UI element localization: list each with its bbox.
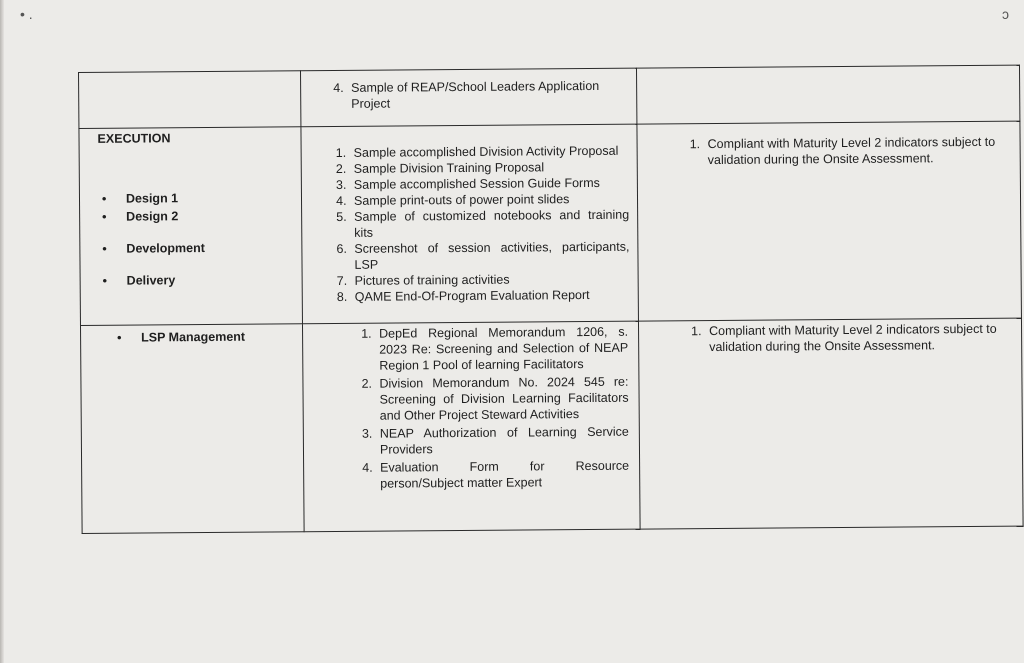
list-item: 7. Pictures of training activities bbox=[351, 271, 630, 289]
list-item: 1. Sample accomplished Division Activity Proposal bbox=[350, 143, 629, 161]
table-row bbox=[79, 65, 1020, 128]
list-item: 2. Division Memorandum No. 2024 545 re: Screening of Division Learning Facilitators and Other Project Steward Activities bbox=[375, 374, 628, 424]
scan-mark-left: • . bbox=[20, 6, 33, 22]
bullet-item: • Design 2 bbox=[102, 207, 301, 225]
evidence-cell bbox=[301, 124, 639, 324]
list-item: 1. DepEd Regional Memorandum 1206, s. 2023 Re: Screening and Selection of NEAP Region 1 Pool of learning Facilitators bbox=[375, 324, 628, 374]
list-item: 8. QAME End-Of-Program Evaluation Report bbox=[351, 287, 630, 305]
list-item: 4. Sample of REAP/School Leaders Application Project bbox=[347, 78, 628, 112]
list-item: 1. Compliant with Maturity Level 2 indicators subject to validation during the Onsite Assessment. bbox=[705, 321, 1013, 355]
list-item: 5. Sample of customized notebooks and training kits bbox=[350, 207, 629, 241]
list-item: 3. NEAP Authorization of Learning Service Providers bbox=[376, 424, 629, 458]
phase-cell bbox=[79, 71, 301, 129]
phase-cell bbox=[79, 127, 303, 326]
phase-title: EXECUTION bbox=[97, 131, 171, 146]
list-item: 6. Screenshot of session activities, participants, LSP bbox=[350, 239, 629, 273]
list-item: 3. Sample accomplished Session Guide Forms bbox=[350, 175, 629, 193]
remarks-cell bbox=[636, 65, 1019, 124]
evidence-list bbox=[303, 322, 639, 493]
list-item: 4. Evaluation Form for Resource person/Subject matter Expert bbox=[376, 458, 629, 492]
bullet-item: • Design 1 bbox=[102, 189, 301, 207]
paper-edge-shadow bbox=[0, 0, 4, 663]
table-row bbox=[79, 121, 1022, 325]
evidence-list bbox=[301, 125, 637, 306]
list-item: 1. Compliant with Maturity Level 2 indicators subject to validation during the Onsite Assessment. bbox=[704, 134, 1012, 168]
list-item: 4. Sample print-outs of power point slides bbox=[350, 191, 629, 209]
phase-cell bbox=[80, 324, 304, 534]
remarks-list bbox=[639, 319, 1021, 356]
scan-mark-right: ɔ bbox=[1002, 6, 1009, 22]
phase-bullets bbox=[81, 324, 302, 346]
table-row bbox=[80, 318, 1023, 533]
requirements-table bbox=[78, 65, 1024, 534]
bullet-item: • Delivery bbox=[103, 271, 302, 289]
evidence-cell bbox=[300, 68, 636, 127]
bullet-item: • LSP Management bbox=[117, 328, 302, 345]
evidence-list bbox=[301, 69, 636, 113]
remarks-cell bbox=[637, 121, 1022, 321]
evidence-cell bbox=[302, 321, 640, 532]
remarks-cell bbox=[638, 318, 1023, 529]
list-item: 2. Sample Division Training Proposal bbox=[350, 159, 629, 177]
bullet-item: • Development bbox=[102, 239, 301, 257]
phase-bullets bbox=[80, 189, 302, 289]
remarks-list bbox=[637, 122, 1019, 169]
